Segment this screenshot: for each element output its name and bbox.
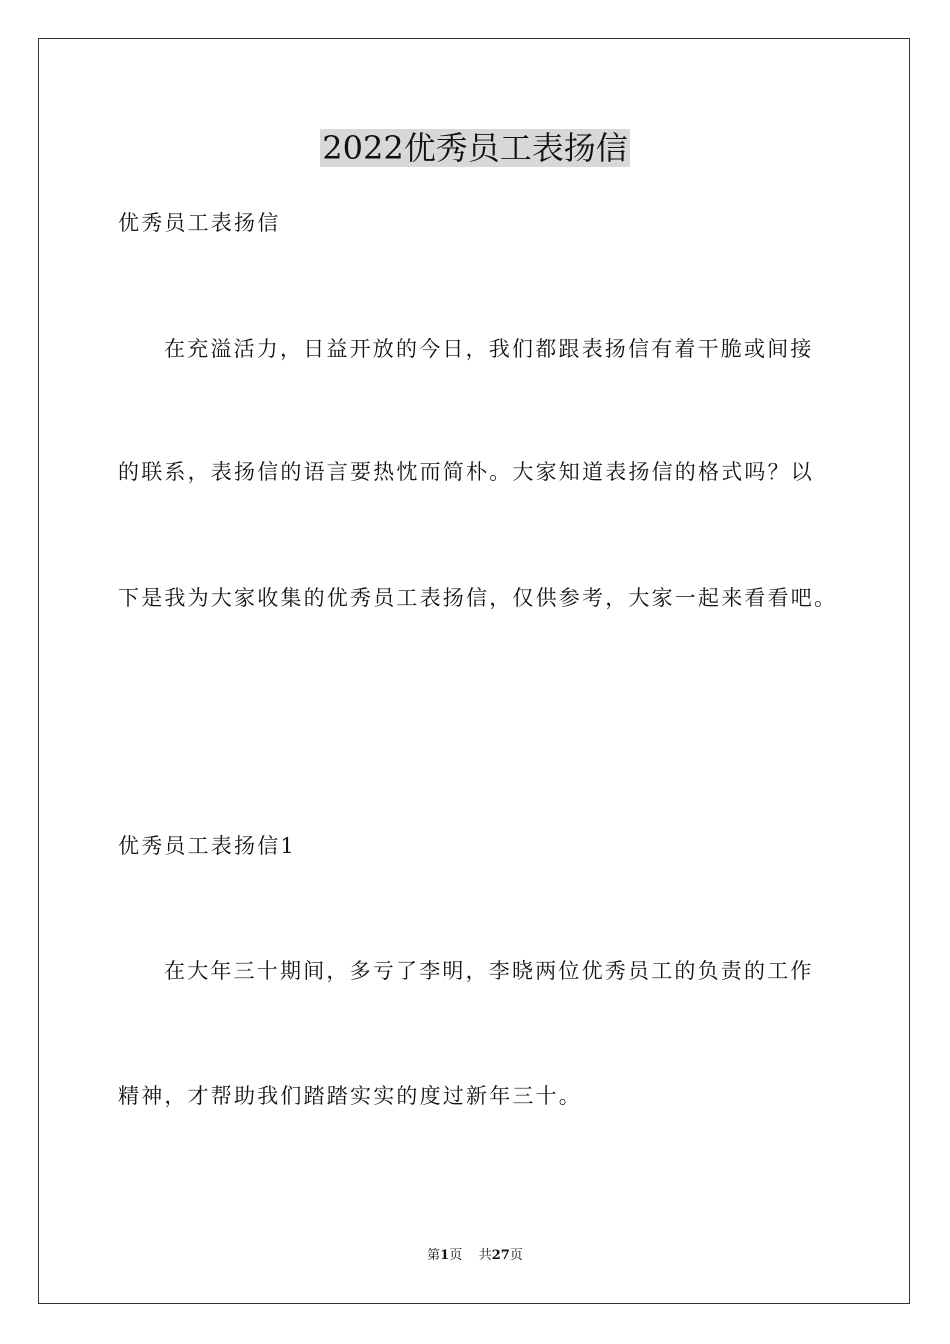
intro-line-1: 在充溢活力，日益开放的今日，我们都跟表扬信有着干脆或间接 <box>164 337 814 361</box>
footer-total-pages: 27 <box>491 1248 510 1263</box>
footer-total-prefix: 共 <box>478 1248 492 1263</box>
footer-page-prefix: 第 <box>427 1248 441 1263</box>
page-footer <box>0 1246 950 1266</box>
section-line-1: 在大年三十期间，多亏了李明，李晓两位优秀员工的负责的工作 <box>164 959 814 983</box>
document-title <box>0 124 950 172</box>
footer-total-suffix: 页 <box>509 1248 523 1263</box>
section-line-2: 精神，才帮助我们踏踏实实的度过新年三十。 <box>118 1084 582 1108</box>
subtitle: 优秀员工表扬信 <box>118 211 281 235</box>
footer-page-number: 1 <box>440 1248 450 1263</box>
intro-line-3: 下是我为大家收集的优秀员工表扬信，仅供参考，大家一起来看看吧。 <box>118 586 838 610</box>
footer-page-suffix: 页 <box>449 1248 463 1263</box>
section-heading: 优秀员工表扬信1 <box>118 834 296 858</box>
intro-line-2: 的联系，表扬信的语言要热忱而简朴。大家知道表扬信的格式吗？以 <box>118 460 814 484</box>
title-text: 2022优秀员工表扬信 <box>322 129 628 167</box>
